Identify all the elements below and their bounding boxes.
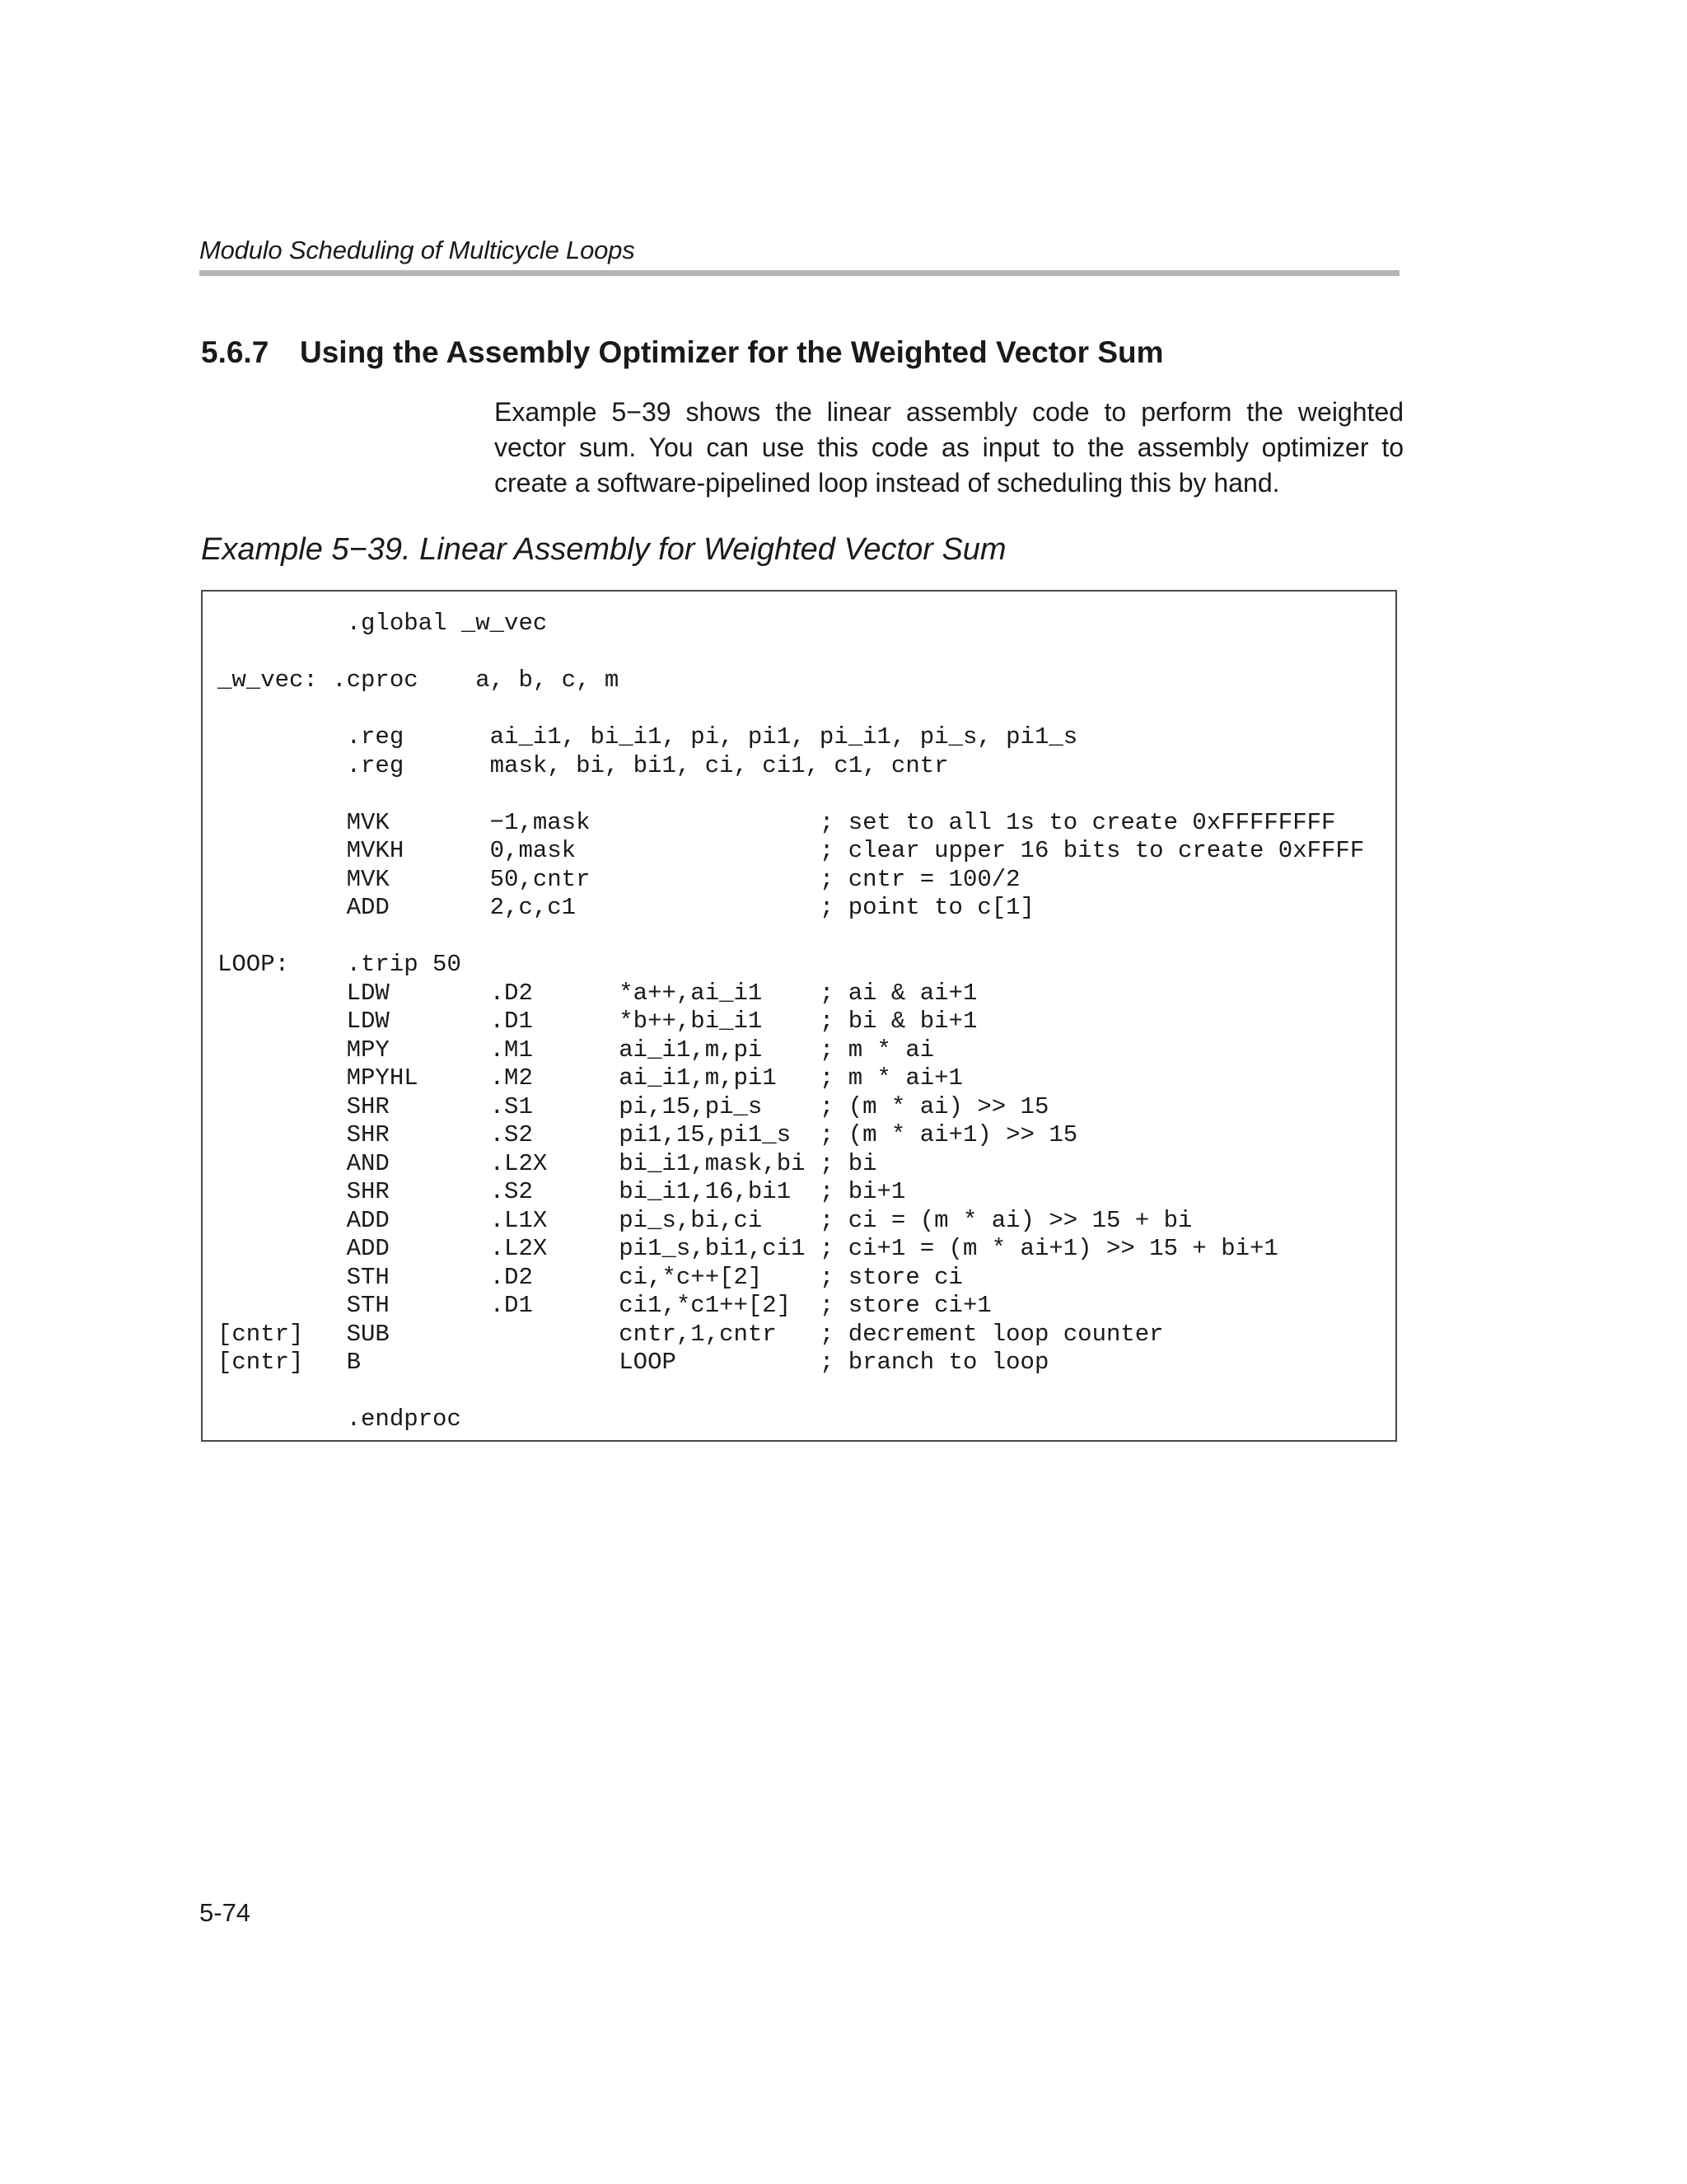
section-number: 5.6.7 xyxy=(201,335,269,369)
code-line: MPY .M1 ai_i1,m,pi ; m * ai xyxy=(217,1036,935,1064)
code-line: _w_vec: .cproc a, b, c, m xyxy=(217,666,619,694)
code-line: SHR .S2 pi1,15,pi1_s ; (m * ai+1) >> 15 xyxy=(217,1121,1078,1148)
code-line: LOOP: .trip 50 xyxy=(217,951,461,978)
code-line: MVK −1,mask ; set to all 1s to create 0xFFFFFFFF xyxy=(217,808,1336,836)
code-line: LDW .D2 *a++,ai_i1 ; ai & ai+1 xyxy=(217,979,978,1007)
code-line: SHR .S1 pi,15,pi_s ; (m * ai) >> 15 xyxy=(217,1092,1049,1120)
code-line: ADD .L2X pi1_s,bi1,ci1 ; ci+1 = (m * ai+1) >> 15 + bi+1 xyxy=(217,1235,1278,1262)
section-heading xyxy=(201,335,1164,370)
code-line: [cntr] B LOOP ; branch to loop xyxy=(217,1349,1049,1376)
code-line: .global _w_vec xyxy=(217,610,548,637)
page-number: 5-74 xyxy=(199,1898,251,1927)
code-line: .endproc xyxy=(217,1405,461,1433)
code-line: .reg ai_i1, bi_i1, pi, pi1, pi_i1, pi_s, pi1_s xyxy=(217,723,1078,751)
section-title: Using the Assembly Optimizer for the Weighted Vector Sum xyxy=(300,335,1164,369)
code-line: ADD .L1X pi_s,bi,ci ; ci = (m * ai) >> 15 + bi xyxy=(217,1206,1193,1234)
intro-paragraph: Example 5−39 shows the linear assembly code to perform the weighted vector sum. You can use this code as input to the assembly optimizer to create a software-pipelined loop instead of scheduling this by hand. xyxy=(494,397,1404,498)
code-line: STH .D1 ci1,*c1++[2] ; store ci+1 xyxy=(217,1292,992,1319)
code-listing xyxy=(217,610,1364,1434)
example-caption: Example 5−39. Linear Assembly for Weighted Vector Sum xyxy=(201,532,1007,567)
header-rule xyxy=(199,270,1400,276)
code-line: ADD 2,c,c1 ; point to c[1] xyxy=(217,894,1035,921)
code-line: LDW .D1 *b++,bi_i1 ; bi & bi+1 xyxy=(217,1008,978,1035)
code-line: STH .D2 ci,*c++[2] ; store ci xyxy=(217,1263,963,1291)
code-line: MVKH 0,mask ; clear upper 16 bits to create 0xFFFF xyxy=(217,837,1365,864)
code-line: AND .L2X bi_i1,mask,bi ; bi xyxy=(217,1149,877,1177)
code-listing-box xyxy=(201,590,1397,1442)
running-header: Modulo Scheduling of Multicycle Loops xyxy=(199,236,635,264)
code-line: MPYHL .M2 ai_i1,m,pi1 ; m * ai+1 xyxy=(217,1064,963,1092)
code-line: [cntr] SUB cntr,1,cntr ; decrement loop counter xyxy=(217,1320,1164,1348)
code-line: .reg mask, bi, bi1, ci, ci1, c1, cntr xyxy=(217,751,949,779)
code-line: SHR .S2 bi_i1,16,bi1 ; bi+1 xyxy=(217,1178,906,1205)
code-line: MVK 50,cntr ; cntr = 100/2 xyxy=(217,865,1021,893)
